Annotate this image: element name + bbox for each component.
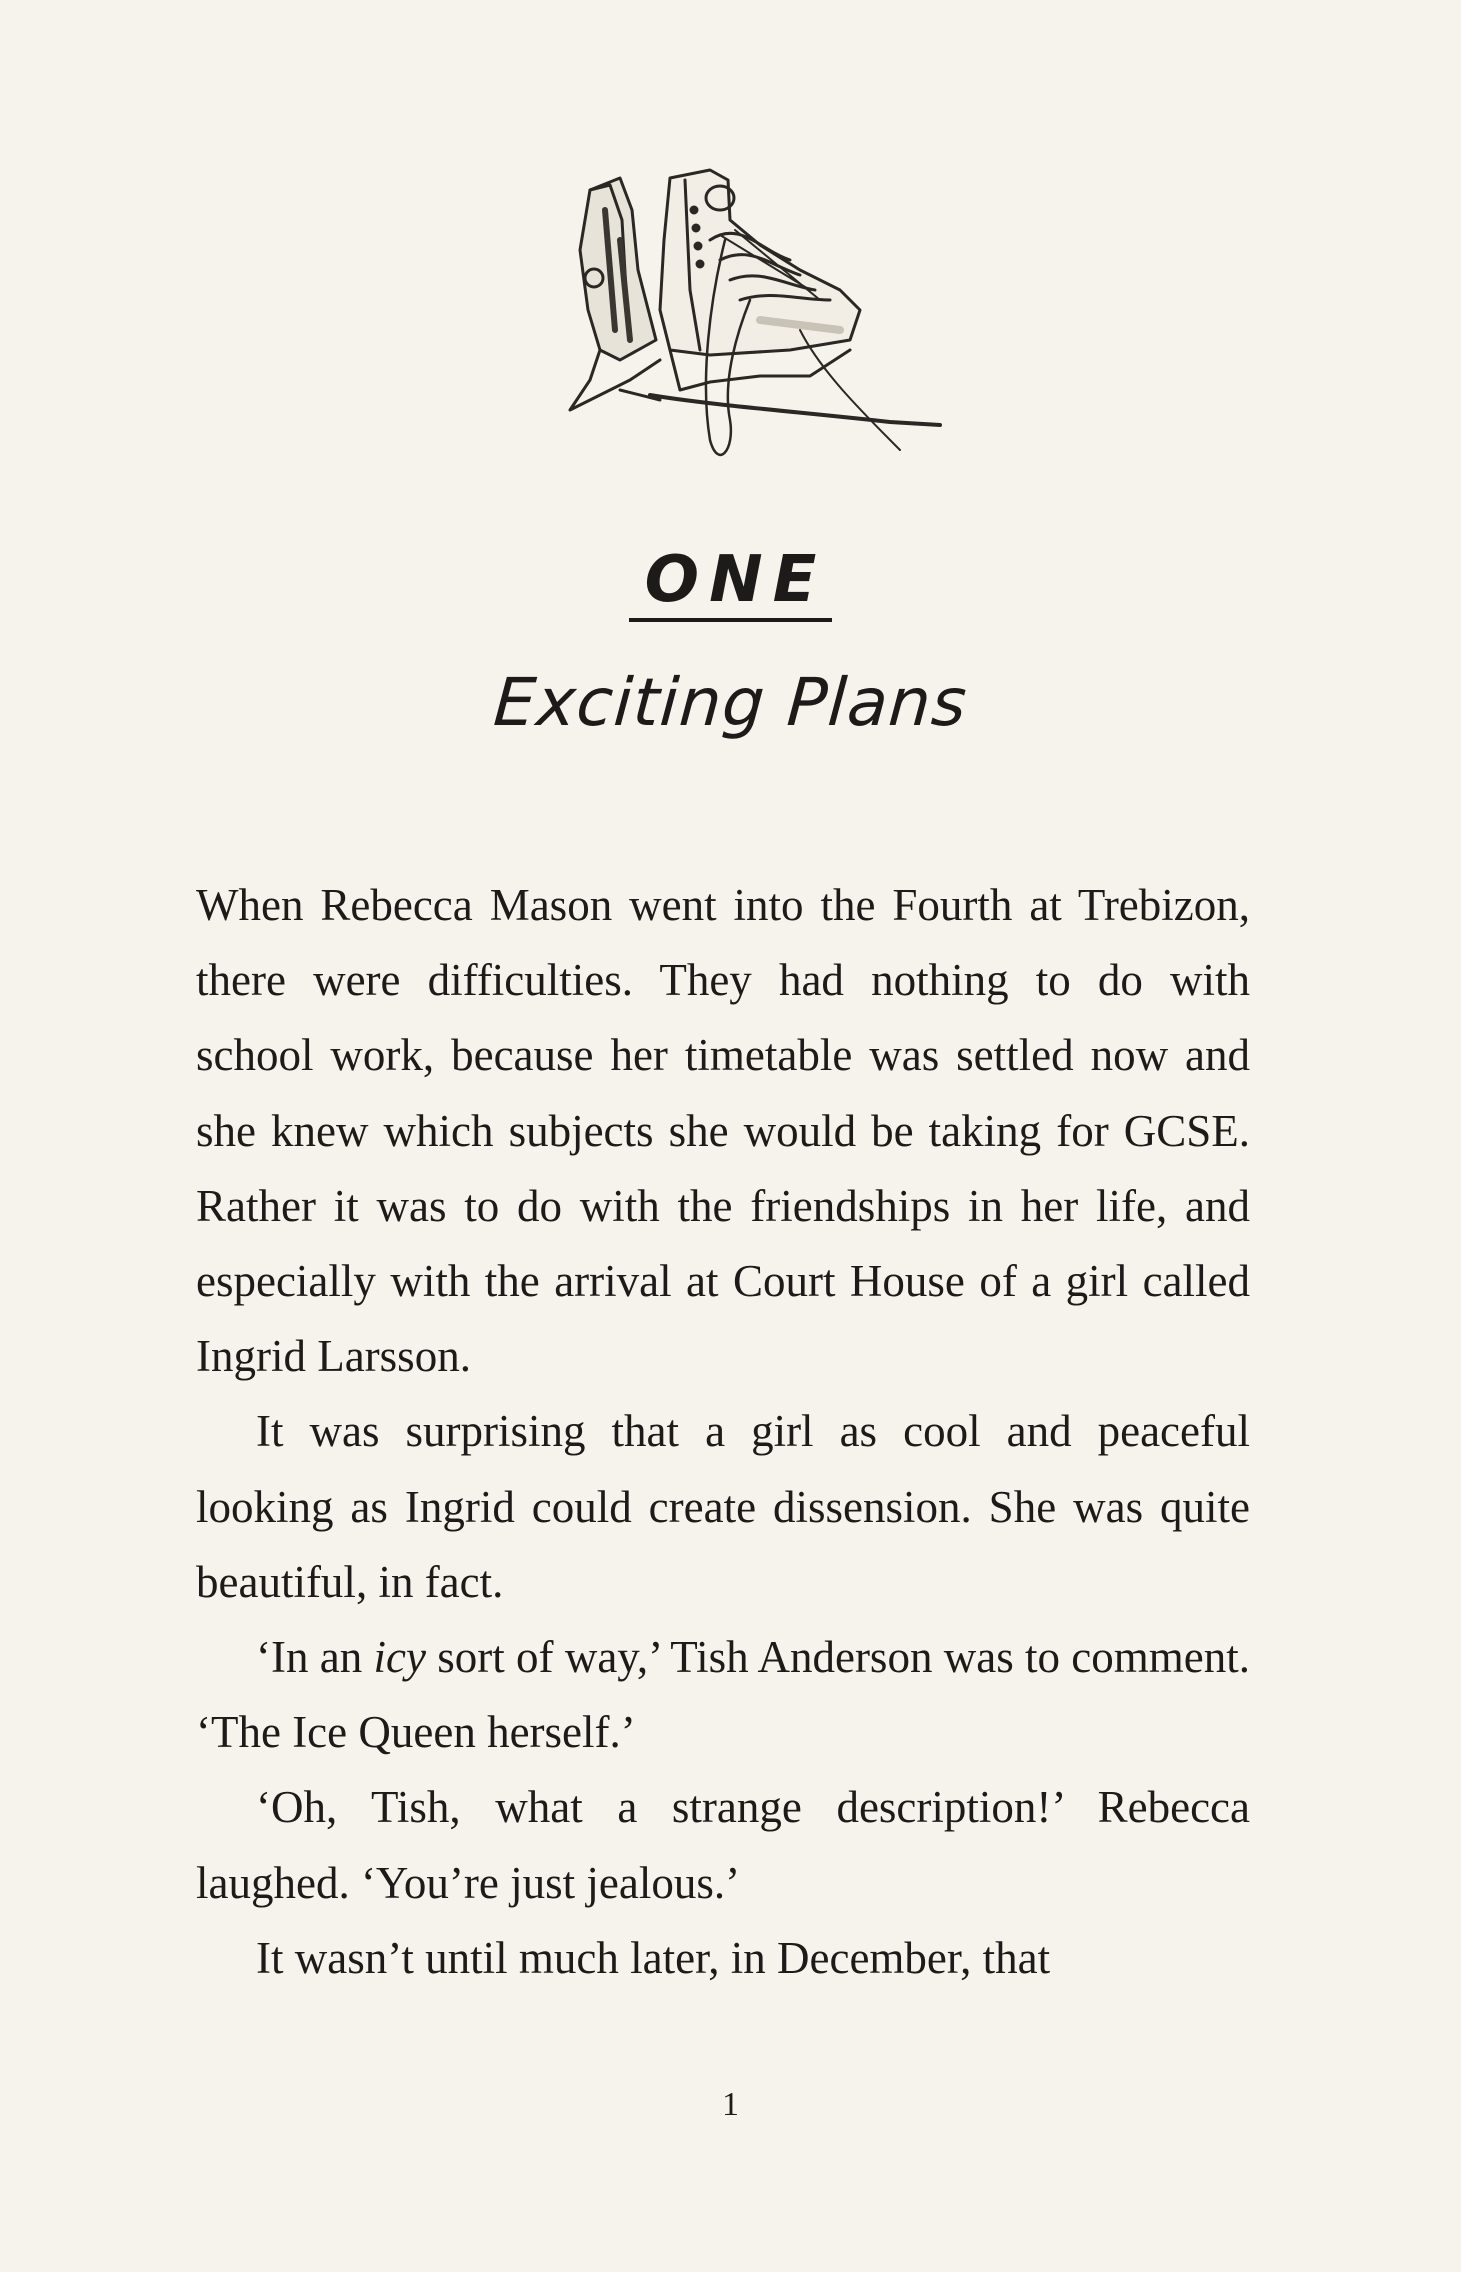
- paragraph: [196, 1620, 1250, 1770]
- paragraph: When Rebecca Mason went into the Fourth at Trebizon, there were difficulties. They had nothing to do with school work, because her timetable was settled now and she knew which subjects she would be taking for GCSE. Rather it was to do with the friendships in her life, and especially with the arrival at Court House of a girl called Ingrid Larsson.: [196, 880, 1250, 1382]
- chapter-number-text: ONE: [629, 548, 833, 622]
- paragraph: ‘Oh, Tish, what a strange description!’ Rebecca laughed. ‘You’re just jealous.’: [196, 1782, 1250, 1908]
- paragraph: It wasn’t until much later, in December, that: [256, 1932, 1051, 1983]
- chapter-body: [196, 868, 1250, 1996]
- chapter-title: Exciting Plans: [491, 664, 970, 741]
- paragraph-text: sort of way,’ Tish Anderson was to comment. ‘The Ice Queen herself.’: [196, 1632, 1250, 1758]
- paragraph: It was surprising that a girl as cool and peaceful looking as Ingrid could create dissension. She was quite beautiful, in fact.: [196, 1406, 1250, 1607]
- page-number: 1: [722, 2086, 739, 2123]
- chapter-number: [0, 543, 1461, 622]
- paragraph-text: ‘In an: [256, 1632, 374, 1683]
- ice-skates-illustration: [560, 150, 960, 510]
- emphasized-word: icy: [373, 1632, 426, 1683]
